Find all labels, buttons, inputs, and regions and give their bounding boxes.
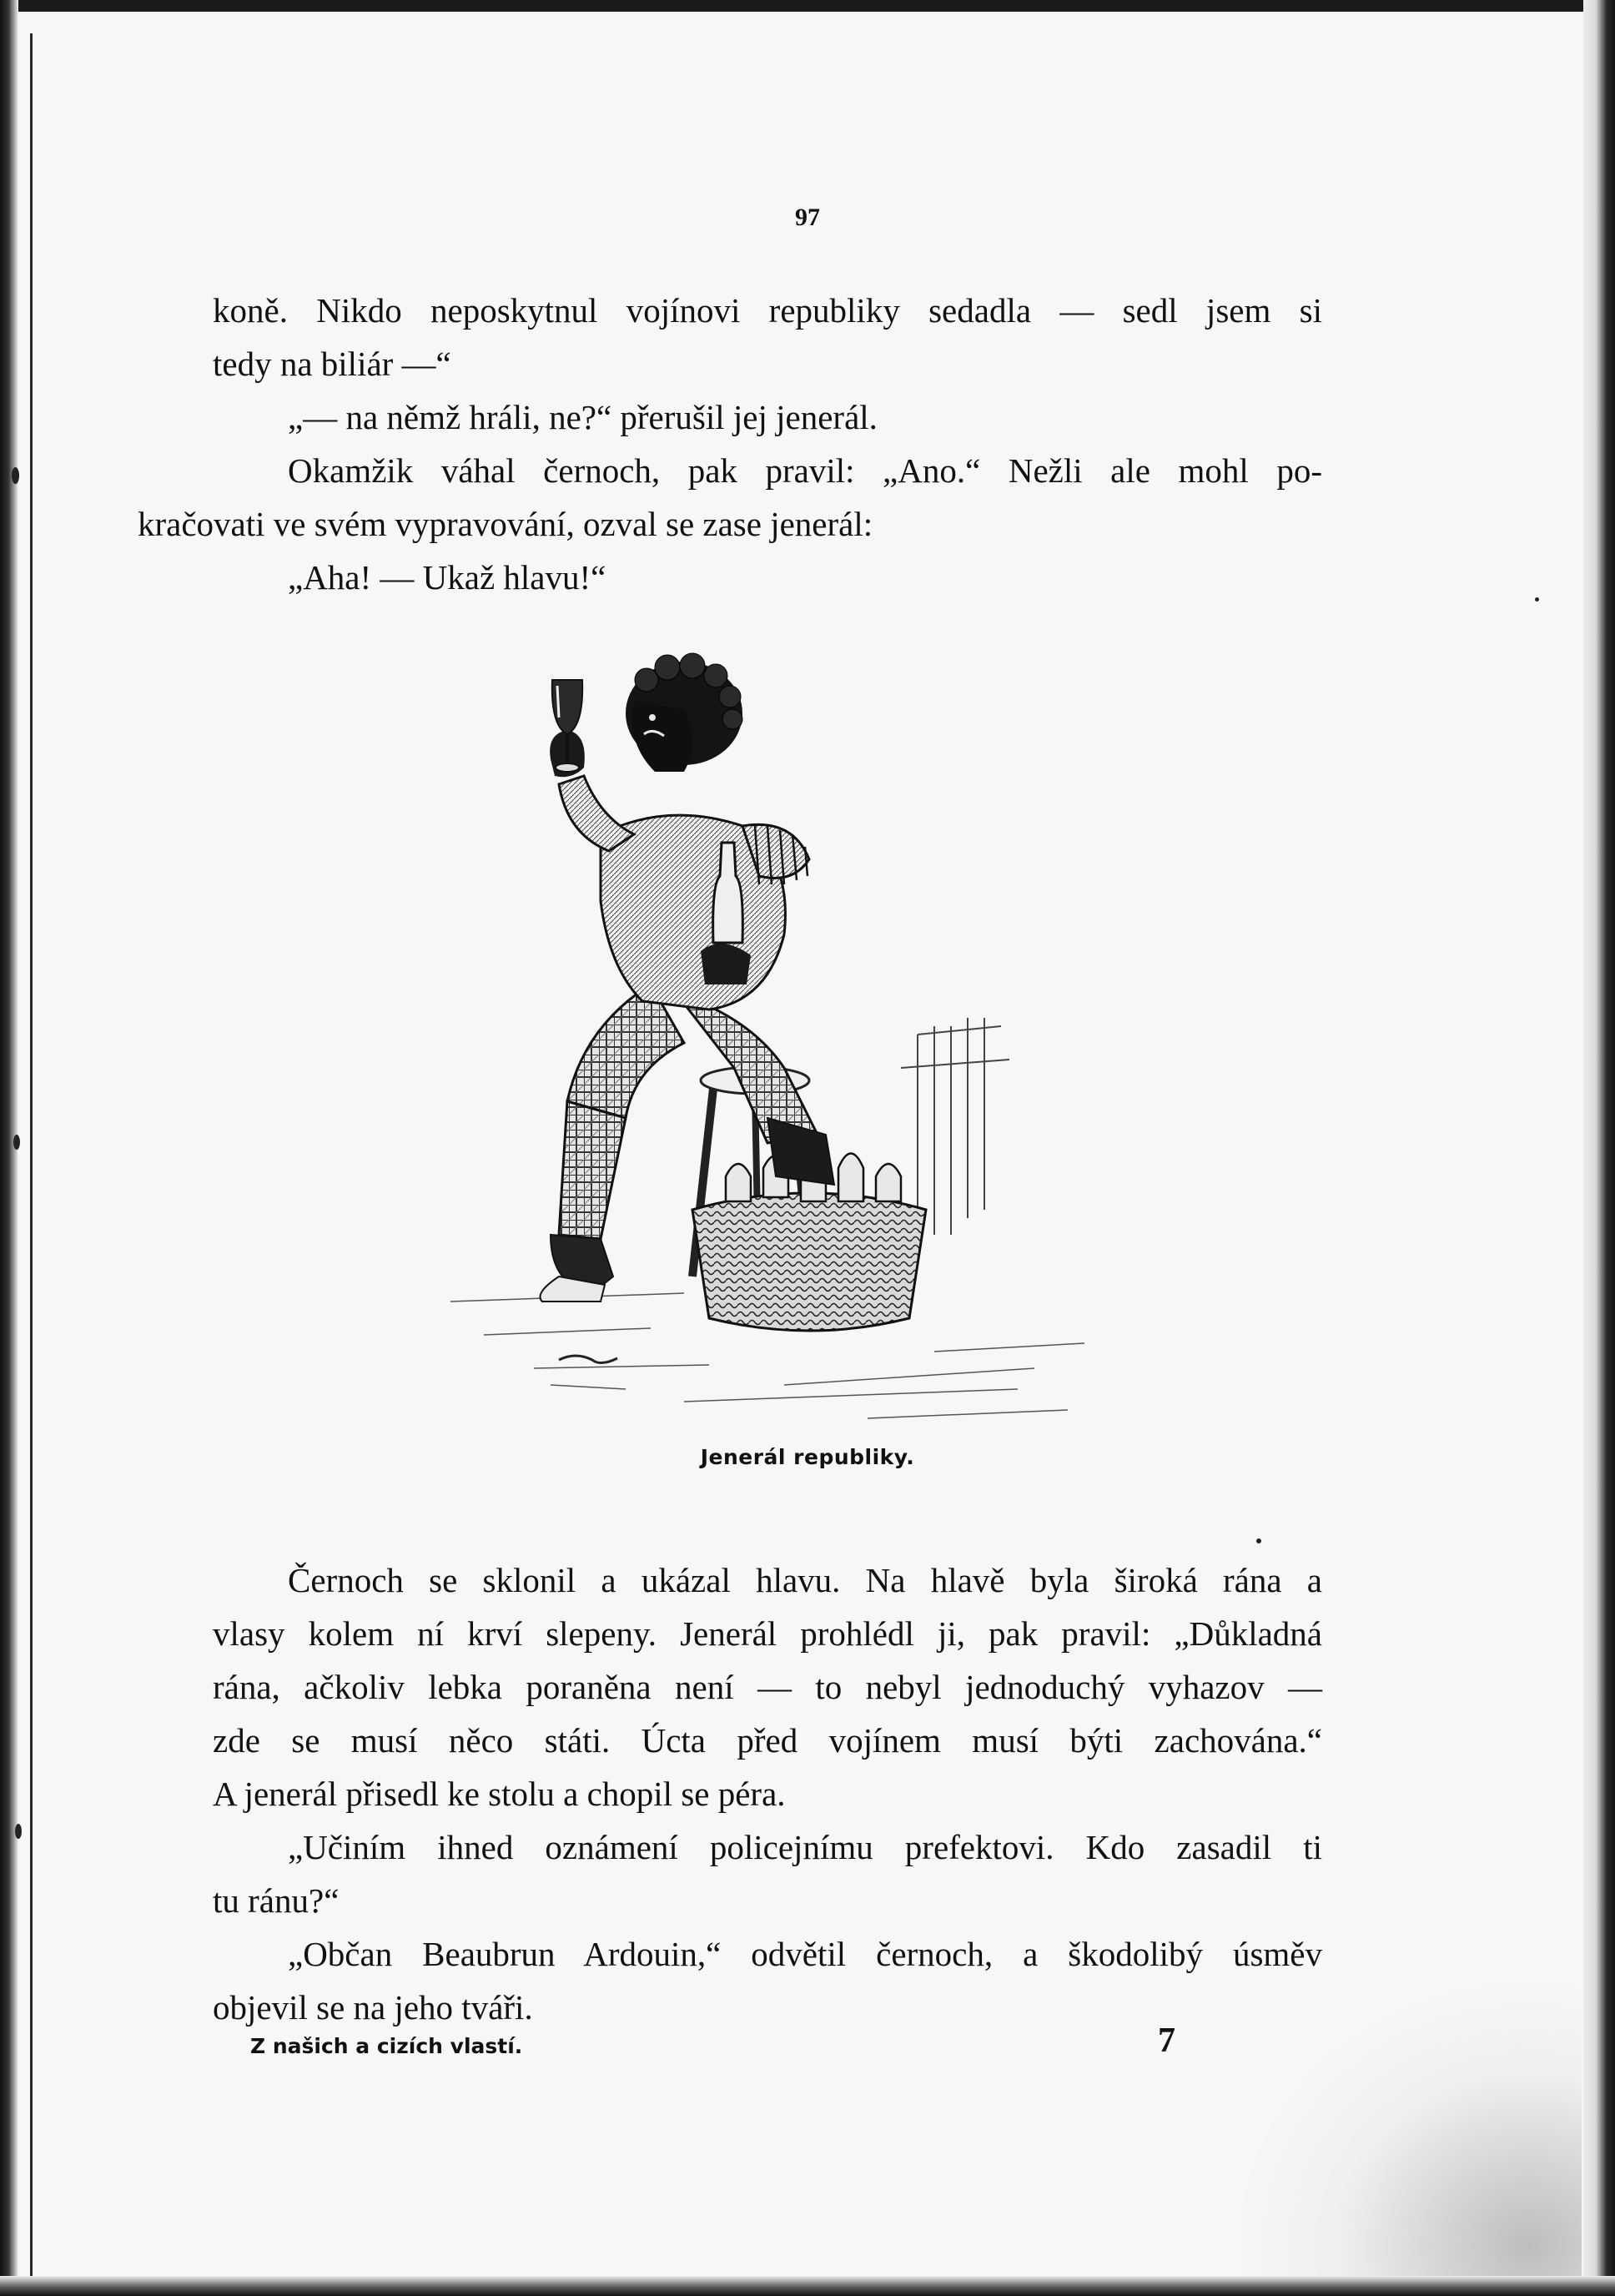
paragraph [213, 1553, 1322, 1820]
text-line: rána, ačkoliv lebka poraněna není — to nebyl jednoduchý vyhazov — [213, 1668, 1322, 1706]
text-line: „Aha! — Ukaž hlavu!“ [288, 558, 606, 597]
paragraph [213, 1927, 1322, 2034]
text-line: kračovati ve svém vypravování, ozval se zase jenerál: [138, 505, 873, 543]
text-line: Okamžik váhal černoch, pak pravil: „Ano.“ Nežli ale mohl po- [288, 451, 1322, 490]
paragraph [138, 444, 1322, 551]
seated-man-illustration [434, 634, 1093, 1435]
ink-speck [15, 1824, 22, 1839]
text-line: tu ránu?“ [213, 1881, 340, 1920]
text-block-top [138, 284, 1322, 604]
background-door [901, 1018, 1009, 1235]
paragraph [213, 551, 1322, 604]
page-gutter-line [30, 33, 33, 2286]
footer-series-title: Z našich a cizích vlastí. [250, 2034, 523, 2058]
ink-speck [1256, 1538, 1261, 1543]
ink-speck [13, 1135, 20, 1150]
text-line: tedy na biliár —“ [213, 345, 451, 383]
illustration-caption: Jenerál republiky. [700, 1445, 915, 1469]
scan-edge-top [0, 0, 1615, 12]
paragraph [213, 390, 1322, 444]
page-number: 97 [795, 204, 820, 231]
illustration-engraving [434, 634, 1093, 1435]
text-line: zde se musí něco státi. Úcta před vojínem musí býti zachována.“ [213, 1721, 1322, 1760]
text-block-bottom [213, 1553, 1322, 2034]
text-line: „Učiním ihned oznámení policejnímu prefektovi. Kdo zasadil ti [288, 1828, 1322, 1866]
artist-signature [559, 1356, 617, 1363]
footer-signature-mark: 7 [1158, 2022, 1175, 2060]
figure-arm [550, 730, 634, 851]
text-line: objevil se na jeho tváři. [213, 1988, 533, 2027]
text-line: vlasy kolem ní krví slepeny. Jenerál prohlédl ji, pak pravil: „Důkladná [213, 1614, 1322, 1653]
paragraph [213, 284, 1322, 390]
text-line: A jenerál přisedl ke stolu a chopil se péra. [213, 1775, 786, 1813]
scan-edge-bottom [0, 2276, 1615, 2296]
text-line: koně. Nikdo neposkytnul vojínovi republiky sedadla — sedl jsem si [213, 291, 1322, 330]
text-line: „Občan Beaubrun Ardouin,“ odvětil černoch, a škodolibý úsměv [288, 1935, 1322, 1973]
text-line: „— na němž hráli, ne?“ přerušil jej jenerál. [288, 398, 878, 436]
text-line: Černoch se sklonil a ukázal hlavu. Na hlavě byla široká rána a [288, 1561, 1322, 1599]
ink-speck [12, 467, 19, 484]
ink-speck [1535, 597, 1539, 602]
figure-head [626, 653, 742, 772]
paragraph [213, 1820, 1322, 1927]
scan-edge-right [1583, 0, 1615, 2296]
